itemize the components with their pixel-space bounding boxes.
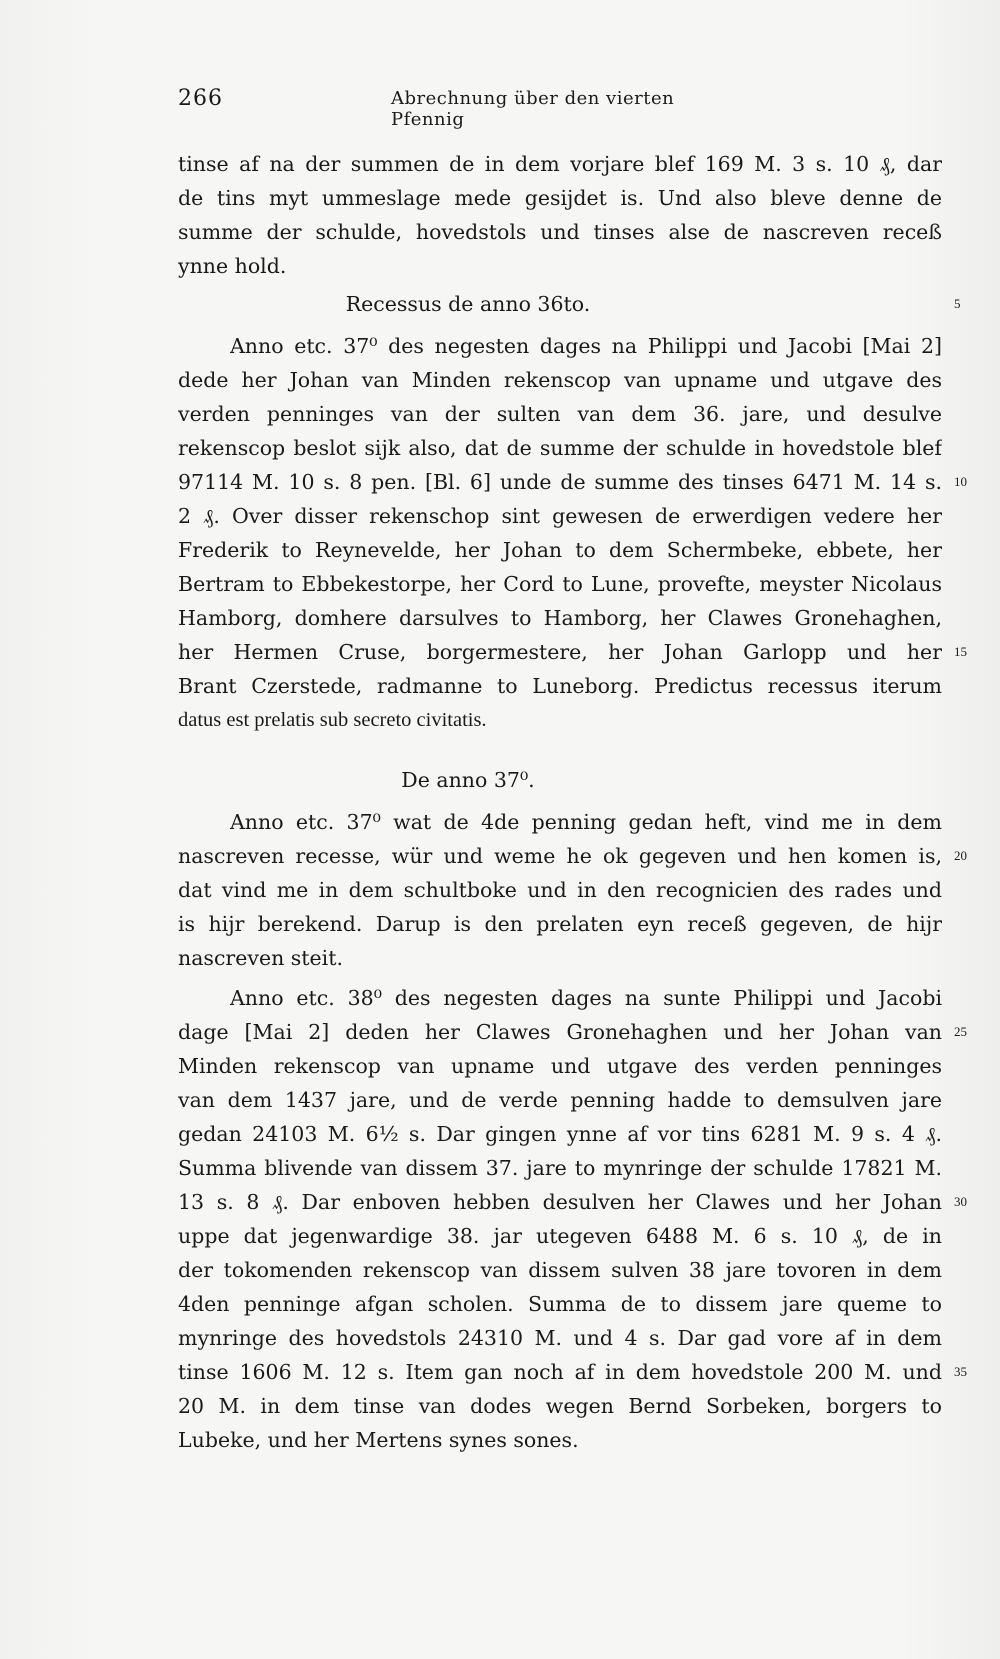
text-line: van dem 1437 jare, und de verde penning hadde to demsulven jare	[178, 1088, 942, 1112]
text-line: dat vind me in dem schultboke und in den recognicien des rades und	[178, 878, 942, 902]
text-line: datus est prelatis sub secreto civitatis.	[178, 709, 487, 731]
text-line: Hamborg, domhere darsulves to Hamborg, her Clawes Gronehaghen,	[178, 606, 942, 630]
text-line: summe der schulde, hovedstols und tinses alse de nascreven receß	[178, 220, 942, 244]
text-line: 97114 M. 10 s. 8 pen. [Bl. 6] unde de summe des tinses 6471 M. 14 s.	[178, 470, 942, 494]
line-number: 20	[954, 848, 967, 863]
text-line: 13 s. 8 ₰. Dar enboven hebben desulven her Clawes und her Johan	[178, 1190, 942, 1214]
text-line: Anno etc. 37⁰ des negesten dages na Philippi und Jacobi [Mai 2]	[230, 334, 942, 358]
section-heading: De anno 37⁰.	[401, 768, 535, 792]
text-line: verden penninges van der sulten van dem 36. jare, und desulve	[178, 402, 942, 426]
text-line: Summa blivende van dissem 37. jare to mynringe der schulde 17821 M.	[178, 1156, 942, 1180]
text-line: Anno etc. 37⁰ wat de 4de penning gedan heft, vind me in dem	[230, 810, 942, 834]
text-line: tinse af na der summen de in dem vorjare blef 169 M. 3 s. 10 ₰, dar	[178, 152, 942, 176]
line-number: 35	[954, 1364, 967, 1379]
line-number: 30	[954, 1194, 967, 1209]
text-line: der tokomenden rekenscop van dissem sulven 38 jare tovoren in dem	[178, 1258, 942, 1282]
page-number: 266	[178, 86, 223, 111]
text-line: tinse 1606 M. 12 s. Item gan noch af in dem hovedstole 200 M. und	[178, 1360, 942, 1384]
page-header	[178, 86, 738, 130]
line-number: 10	[954, 474, 967, 489]
text-line: 2 ₰. Over disser rekenschop sint gewesen de erwerdigen vedere her	[178, 504, 942, 528]
text-line: 4den penninge afgan scholen. Summa de to dissem jare queme to	[178, 1292, 942, 1316]
text-line: nascreven recesse, wür und weme he ok gegeven und hen komen is,	[178, 844, 942, 868]
text-line: de tins myt ummeslage mede gesijdet is. Und also bleve denne de	[178, 186, 942, 210]
text-line: 20 M. in dem tinse van dodes wegen Bernd Sorbeken, borgers to	[178, 1394, 942, 1418]
text-line: Anno etc. 38⁰ des negesten dages na sunte Philippi und Jacobi	[230, 986, 942, 1010]
running-title: Abrechnung über den vierten Pfennig	[391, 88, 675, 130]
text-line: gedan 24103 M. 6½ s. Dar gingen ynne af vor tins 6281 M. 9 s. 4 ₰.	[178, 1122, 942, 1146]
line-number: 25	[954, 1024, 967, 1039]
text-line: is hijr berekend. Darup is den prelaten eyn receß gegeven, de hijr	[178, 912, 942, 936]
text-line: dede her Johan van Minden rekenscop van upname und utgave des	[178, 368, 942, 392]
text-line: uppe dat jegenwardige 38. jar utegeven 6488 M. 6 s. 10 ₰, de in	[178, 1224, 942, 1248]
line-number: 15	[954, 644, 967, 659]
text-line: Bertram to Ebbekestorpe, her Cord to Lune, provefte, meyster Nicolaus	[178, 572, 942, 596]
text-line: Brant Czerstede, radmanne to Luneborg. Predictus recessus iterum	[178, 674, 942, 698]
text-line: Lubeke, und her Mertens synes sones.	[178, 1428, 579, 1452]
text-line: Frederik to Reynevelde, her Johan to dem Schermbeke, ebbete, her	[178, 538, 942, 562]
section-heading: Recessus de anno 36to.	[345, 292, 591, 316]
text-line: her Hermen Cruse, borgermestere, her Johan Garlopp und her	[178, 640, 942, 664]
text-line: mynringe des hovedstols 24310 M. und 4 s. Dar gad vore af in dem	[178, 1326, 942, 1350]
text-line: ynne hold.	[178, 254, 287, 278]
text-line: rekenscop beslot sijk also, dat de summe der schulde in hovedstole blef	[178, 436, 942, 460]
text-line: Minden rekenscop van upname und utgave des verden penninges	[178, 1054, 942, 1078]
text-line: dage [Mai 2] deden her Clawes Gronehaghen und her Johan van	[178, 1020, 942, 1044]
line-number: 5	[954, 296, 961, 311]
text-line: nascreven steit.	[178, 946, 343, 970]
